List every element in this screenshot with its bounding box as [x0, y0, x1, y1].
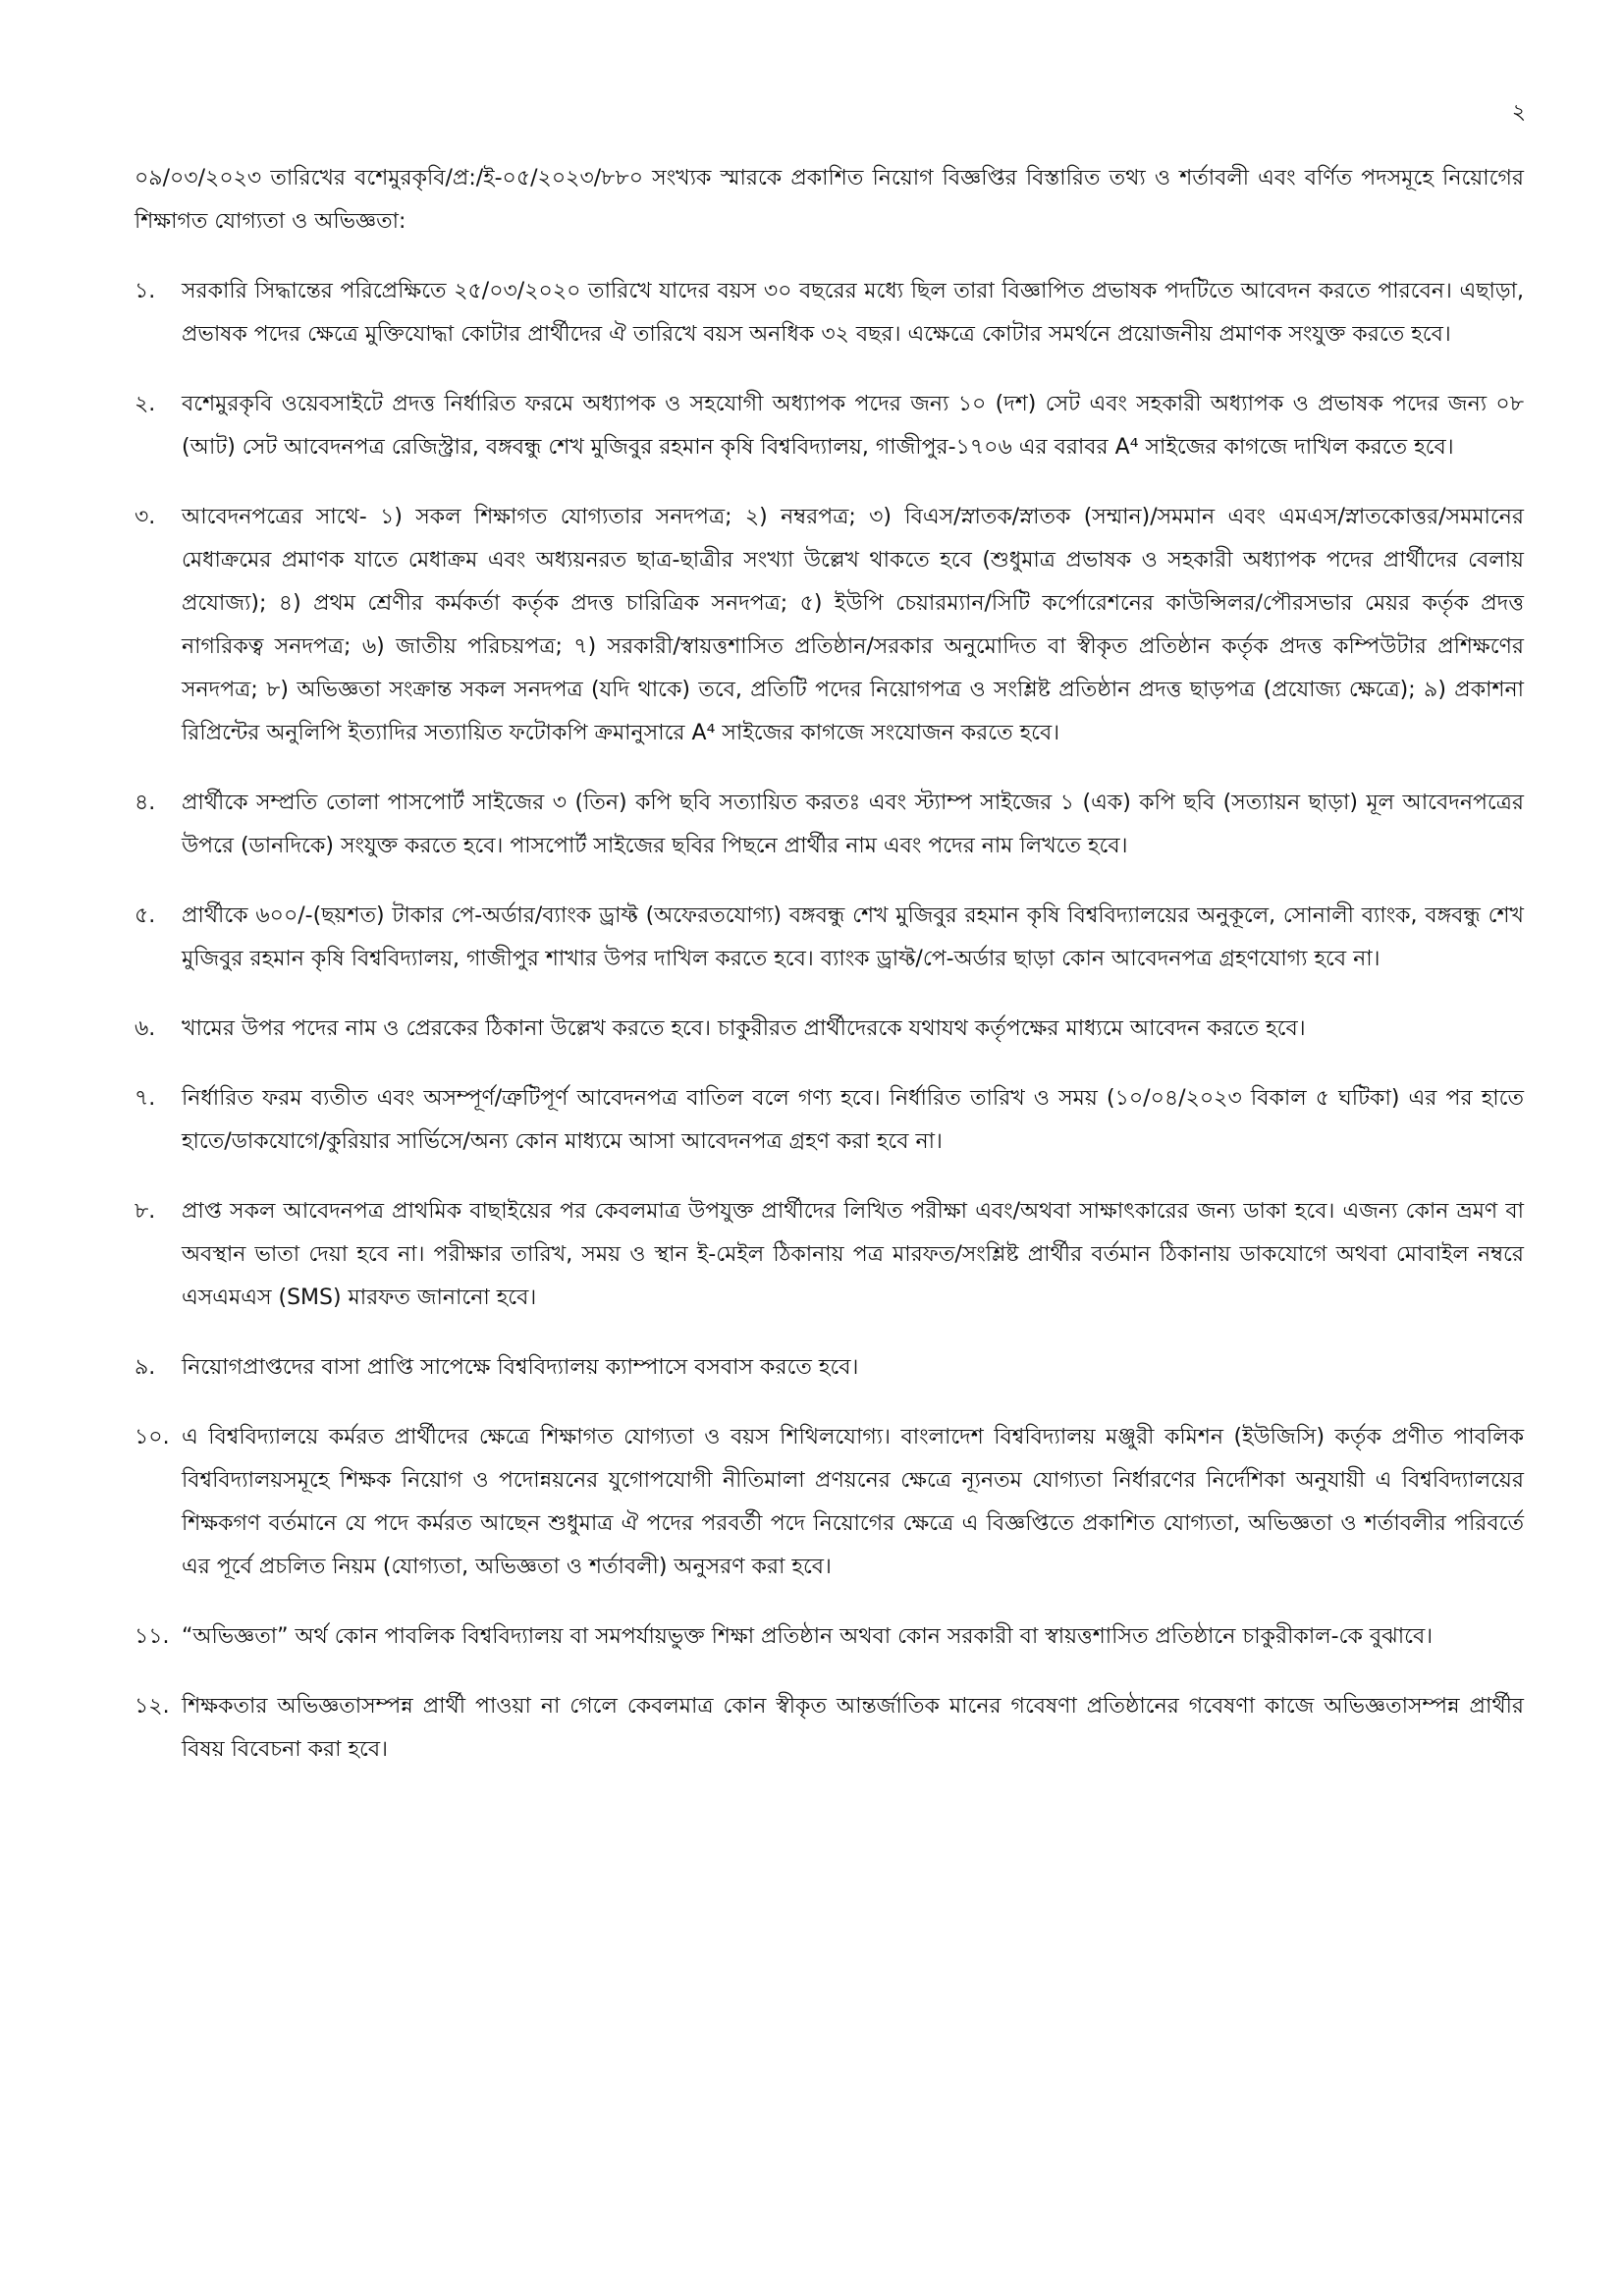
- list-item: [135, 1416, 1524, 1589]
- item-number: ১০.: [135, 1425, 170, 1449]
- item-number: ৭.: [135, 1086, 156, 1111]
- page-number: ২: [1511, 100, 1526, 125]
- list-item: [135, 895, 1524, 981]
- item-text: প্রাপ্ত সকল আবেদনপত্র প্রাথমিক বাছাইয়ের পর কেবলমাত্র উপযুক্ত প্রার্থীদের লিখিত পরীক্ষা এবং/অথবা সাক্ষাৎকারের জন্য ডাকা হবে। এজন্য কোন ভ্রমণ বা অবস্থান ভাতা দেয়া হবে না। পরীক্ষার তারিখ, সময় ও স্থান ই-মেইল ঠিকানায় পত্র মারফত/সংশ্লিষ্ট প্রার্থীর বর্তমান ঠিকানায় ডাকযোগে অথবা মোবাইল নম্বরে এসএমএস (SMS) মারফত জানানো হবে।: [182, 1199, 1524, 1310]
- item-text: সরকারি সিদ্ধান্তের পরিপ্রেক্ষিতে ২৫/০৩/২০২০ তারিখে যাদের বয়স ৩০ বছরের মধ্যে ছিল তারা বিজ্ঞাপিত প্রভাষক পদটিতে আবেদন করতে পারবেন। এছাড়া, প্রভাষক পদের ক্ষেত্রে মুক্তিযোদ্ধা কোটার প্রার্থীদের ঐ তারিখে বয়স অনধিক ৩২ বছর। এক্ষেত্রে কোটার সমর্থনে প্রয়োজনীয় প্রমাণক সংযুক্ত করতে হবে।: [182, 279, 1524, 347]
- item-number: ৯.: [135, 1355, 156, 1380]
- item-number: ১১.: [135, 1624, 170, 1649]
- item-number: ৫.: [135, 903, 156, 928]
- list-item: [135, 496, 1524, 755]
- item-text: নির্ধারিত ফরম ব্যতীত এবং অসম্পূর্ণ/ত্রুটিপূর্ণ আবেদনপত্র বাতিল বলে গণ্য হবে। নির্ধারিত তারিখ ও সময় (১০/০৪/২০২৩ বিকাল ৫ ঘটিকা) এর পর হাতে হাতে/ডাকযোগে/কুরিয়ার সার্ভিসে/অন্য কোন মাধ্যমে আসা আবেদনপত্র গ্রহণ করা হবে না।: [182, 1086, 1524, 1154]
- list-item: [135, 270, 1524, 356]
- item-text: খামের উপর পদের নাম ও প্রেরকের ঠিকানা উল্লেখ করতে হবে। চাকুরীরত প্রার্থীদেরকে যথাযথ কর্তৃপক্ষের মাধ্যমে আবেদন করতে হবে।: [182, 1016, 1306, 1041]
- item-number: ১.: [135, 279, 156, 303]
- intro-paragraph: ০৯/০৩/২০২৩ তারিখের বশেমুরকৃবি/প্র:/ই-০৫/২০২৩/৮৮০ সংখ্যক স্মারকে প্রকাশিত নিয়োগ বিজ্ঞপ্তির বিস্তারিত তথ্য ও শর্তাবলী এবং বর্ণিত পদসমূহে নিয়োগের শিক্ষাগত যোগ্যতা ও অভিজ্ঞতা:: [135, 166, 1524, 234]
- list-item: [135, 1615, 1524, 1659]
- item-text: নিয়োগপ্রাপ্তদের বাসা প্রাপ্তি সাপেক্ষে বিশ্ববিদ্যালয় ক্যাম্পাসে বসবাস করতে হবে।: [182, 1355, 859, 1380]
- list-item: [135, 1077, 1524, 1164]
- item-number: ৬.: [135, 1016, 156, 1041]
- list-item: [135, 782, 1524, 868]
- item-text: “অভিজ্ঞতা” অর্থ কোন পাবলিক বিশ্ববিদ্যালয় বা সমপর্যায়ভুক্ত শিক্ষা প্রতিষ্ঠান অথবা কোন সরকারী বা স্বায়ত্তশাসিত প্রতিষ্ঠানে চাকুরীকাল-কে বুঝাবে।: [182, 1624, 1434, 1649]
- list-item: [135, 1190, 1524, 1320]
- conditions-list: [135, 270, 1524, 1798]
- item-text: প্রার্থীকে ৬০০/-(ছয়শত) টাকার পে-অর্ডার/ব্যাংক ড্রাফ্ট (অফেরতযোগ্য) বঙ্গবন্ধু শেখ মুজিবুর রহমান কৃষি বিশ্ববিদ্যালয়ের অনুকূলে, সোনালী ব্যাংক, বঙ্গবন্ধু শেখ মুজিবুর রহমান কৃষি বিশ্ববিদ্যালয়, গাজীপুর শাখার উপর দাখিল করতে হবে। ব্যাংক ড্রাফ্ট/পে-অর্ডার ছাড়া কোন আবেদনপত্র গ্রহণযোগ্য হবে না।: [182, 903, 1524, 971]
- list-item: [135, 383, 1524, 469]
- item-text: শিক্ষকতার অভিজ্ঞতাসম্পন্ন প্রার্থী পাওয়া না গেলে কেবলমাত্র কোন স্বীকৃত আন্তর্জাতিক মানের গবেষণা প্রতিষ্ঠানের গবেষণা কাজে অভিজ্ঞতাসম্পন্ন প্রার্থীর বিষয় বিবেচনা করা হবে।: [182, 1694, 1524, 1762]
- item-number: ৪.: [135, 791, 156, 815]
- item-number: ৮.: [135, 1199, 156, 1224]
- list-item: [135, 1008, 1524, 1051]
- item-number: ৩.: [135, 505, 156, 529]
- list-item: [135, 1346, 1524, 1390]
- item-number: ২.: [135, 392, 156, 416]
- item-text: প্রার্থীকে সম্প্রতি তোলা পাসপোর্ট সাইজের ৩ (তিন) কপি ছবি সত্যায়িত করতঃ এবং স্ট্যাম্প সাইজের ১ (এক) কপি ছবি (সত্যায়ন ছাড়া) মূল আবেদনপত্রের উপরে (ডানদিকে) সংযুক্ত করতে হবে। পাসপোর্ট সাইজের ছবির পিছনে প্রার্থীর নাম এবং পদের নাম লিখতে হবে।: [182, 791, 1524, 858]
- item-text: এ বিশ্ববিদ্যালয়ে কর্মরত প্রার্থীদের ক্ষেত্রে শিক্ষাগত যোগ্যতা ও বয়স শিথিলযোগ্য। বাংলাদেশ বিশ্ববিদ্যালয় মঞ্জুরী কমিশন (ইউজিসি) কর্তৃক প্রণীত পাবলিক বিশ্ববিদ্যালয়সমূহে শিক্ষক নিয়োগ ও পদোন্নয়নের যুগোপযোগী নীতিমালা প্রণয়নের ক্ষেত্রে ন্যূনতম যোগ্যতা নির্ধারণের নির্দেশিকা অনুযায়ী এ বিশ্ববিদ্যালয়ের শিক্ষকগণ বর্তমানে যে পদে কর্মরত আছেন শুধুমাত্র ঐ পদের পরবর্তী পদে নিয়োগের ক্ষেত্রে এ বিজ্ঞপ্তিতে প্রকাশিত যোগ্যতা, অভিজ্ঞতা ও শর্তাবলীর পরিবর্তে এর পূর্বে প্রচলিত নিয়ম (যোগ্যতা, অভিজ্ঞতা ও শর্তাবলী) অনুসরণ করা হবে।: [182, 1425, 1524, 1579]
- item-number: ১২.: [135, 1694, 170, 1719]
- list-item: [135, 1685, 1524, 1772]
- item-text: বশেমুরকৃবি ওয়েবসাইটে প্রদত্ত নির্ধারিত ফরমে অধ্যাপক ও সহযোগী অধ্যাপক পদের জন্য ১০ (দশ) সেট এবং সহকারী অধ্যাপক ও প্রভাষক পদের জন্য ০৮ (আট) সেট আবেদনপত্র রেজিস্ট্রার, বঙ্গবন্ধু শেখ মুজিবুর রহমান কৃষি বিশ্ববিদ্যালয়, গাজীপুর-১৭০৬ এর বরাবর A⁴ সাইজের কাগজে দাখিল করতে হবে।: [182, 392, 1524, 460]
- item-text: আবেদনপত্রের সাথে- ১) সকল শিক্ষাগত যোগ্যতার সনদপত্র; ২) নম্বরপত্র; ৩) বিএস/স্নাতক/স্নাতক (সম্মান)/সমমান এবং এমএস/স্নাতকোত্তর/সমমানের মেধাক্রমের প্রমাণক যাতে মেধাক্রম এবং অধ্যয়নরত ছাত্র-ছাত্রীর সংখ্যা উল্লেখ থাকতে হবে (শুধুমাত্র প্রভাষক ও সহকারী অধ্যাপক পদের প্রার্থীদের বেলায় প্রযোজ্য); ৪) প্রথম শ্রেণীর কর্মকর্তা কর্তৃক প্রদত্ত চারিত্রিক সনদপত্র; ৫) ইউপি চেয়ারম্যান/সিটি কর্পোরেশনের কাউন্সিলর/পৌরসভার মেয়র কর্তৃক প্রদত্ত নাগরিকত্ব সনদপত্র; ৬) জাতীয় পরিচয়পত্র; ৭) সরকারী/স্বায়ত্তশাসিত প্রতিষ্ঠান/সরকার অনুমোদিত বা স্বীকৃত প্রতিষ্ঠান কর্তৃক প্রদত্ত কম্পিউটার প্রশিক্ষণের সনদপত্র; ৮) অভিজ্ঞতা সংক্রান্ত সকল সনদপত্র (যদি থাকে) তবে, প্রতিটি পদের নিয়োগপত্র ও সংশ্লিষ্ট প্রতিষ্ঠান প্রদত্ত ছাড়পত্র (প্রযোজ্য ক্ষেত্রে); ৯) প্রকাশনা রিপ্রিন্টের অনুলিপি ইত্যাদির সত্যায়িত ফটোকপি ক্রমানুসারে A⁴ সাইজের কাগজে সংযোজন করতে হবে।: [182, 505, 1524, 745]
